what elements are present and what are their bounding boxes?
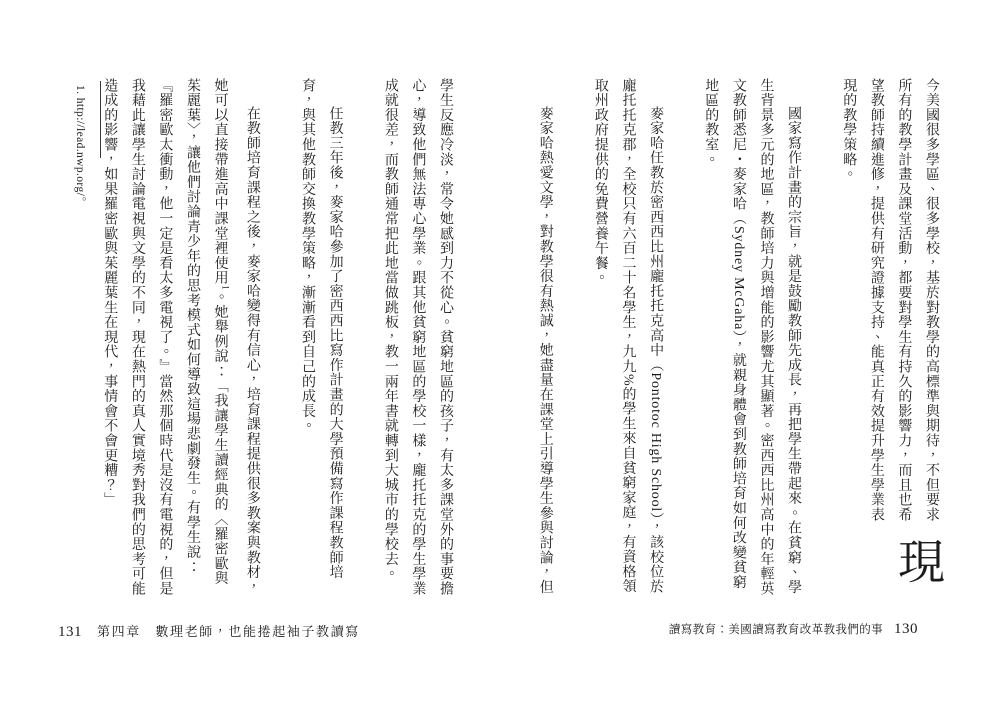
right-page-text	[537, 78, 945, 599]
book-title: 讀寫教育：美國讀寫教育改革教我們的事	[668, 624, 883, 636]
page-number-130: 130	[894, 621, 918, 637]
footnote-text: 1. http://lead.nwp.org/。	[74, 85, 86, 209]
dropcap-character: 現	[891, 537, 943, 584]
paragraph-opening	[835, 78, 945, 599]
page-number-131: 131	[58, 624, 82, 640]
paragraph-continuation: 學生反應冷淡，常令她感到力不從心。貧窮地區的孩子，有太多課堂外的事要擔心，導致他們無法專心學業。跟其他貧窮地區的學校一樣，龐托托克的學生學業成就很差，而教師通常把此地當做跳板，教一兩年書就轉到大城市的學校去。	[382, 78, 453, 596]
chapter-title: 第四章 數理老師，也能捲起袖子教讀寫	[97, 624, 360, 639]
left-page-text	[97, 78, 459, 599]
left-page-footer	[58, 621, 360, 641]
paragraph-text: 今美國很多學區、很多學校，基於對教學的高標準與期待，不但要求所有的教學計畫及課堂活動，都要對學生有持久的影響力，而且也希望教師持續進修，提供有研究證據支持、能真正有效提升學生學業表現的教學策略。	[841, 78, 939, 522]
paragraph: 國家寫作計畫的宗旨，就是鼓勵教師先成長，再把學生帶起來。在貧窮、學生背景多元的地區，教師培力與增能的影響尤其顯著。密西西比州高中的年輕英文教師悉尼・麥家哈（Sydney McGaha），就親身體會到教師培育如何改變貧窮地區的教室。	[703, 78, 802, 596]
paragraph-text: 。她舉例說：「我讓學生讀經典的〈羅密歐與茱麗葉〉，讓他們討論青少年的思考模式如何導致這場悲劇發生。有學生說：『羅密歐太衝動，他一定是看太多電視了。』當然那個時代是沒有電視的，但是我藉此讓學生討論電視與文學的不同，現在熱門的真人實境秀對我們的思考可能造成的影響，如果羅密歐與茱麗葉生在現代，事情會不會更糟？」	[102, 78, 228, 596]
paragraph-with-footnote	[96, 78, 266, 599]
paragraph: 麥家哈任教於密西西比州龐托托克高中（Pontotoc High School），該校位於龐托托克郡，全校只有六百二十名學生，九九%的學生來自貧窮家庭，有資格領取州政府提供的免費營養午餐。	[592, 78, 664, 594]
right-page-footer	[669, 621, 918, 638]
paragraph-text: 在教師培育課程之後，麥家哈變得有信心，培育課程提供很多教案與教材，她可以直接帶進高中課堂裡使用	[212, 78, 260, 595]
paragraph: 麥家哈熱愛文學，對教學很有熱誠，她盡量在課堂上引導學生參與討論，但	[537, 106, 553, 595]
paragraph: 任教三年後，麥家哈參加了密西西比寫作計畫的大學預備寫作課程教師培育，與其他教師交換教學策略，漸漸看到自己的成長。	[300, 78, 343, 580]
footnote-divider	[100, 81, 101, 158]
footnote-reference-marker: 1	[220, 285, 231, 290]
